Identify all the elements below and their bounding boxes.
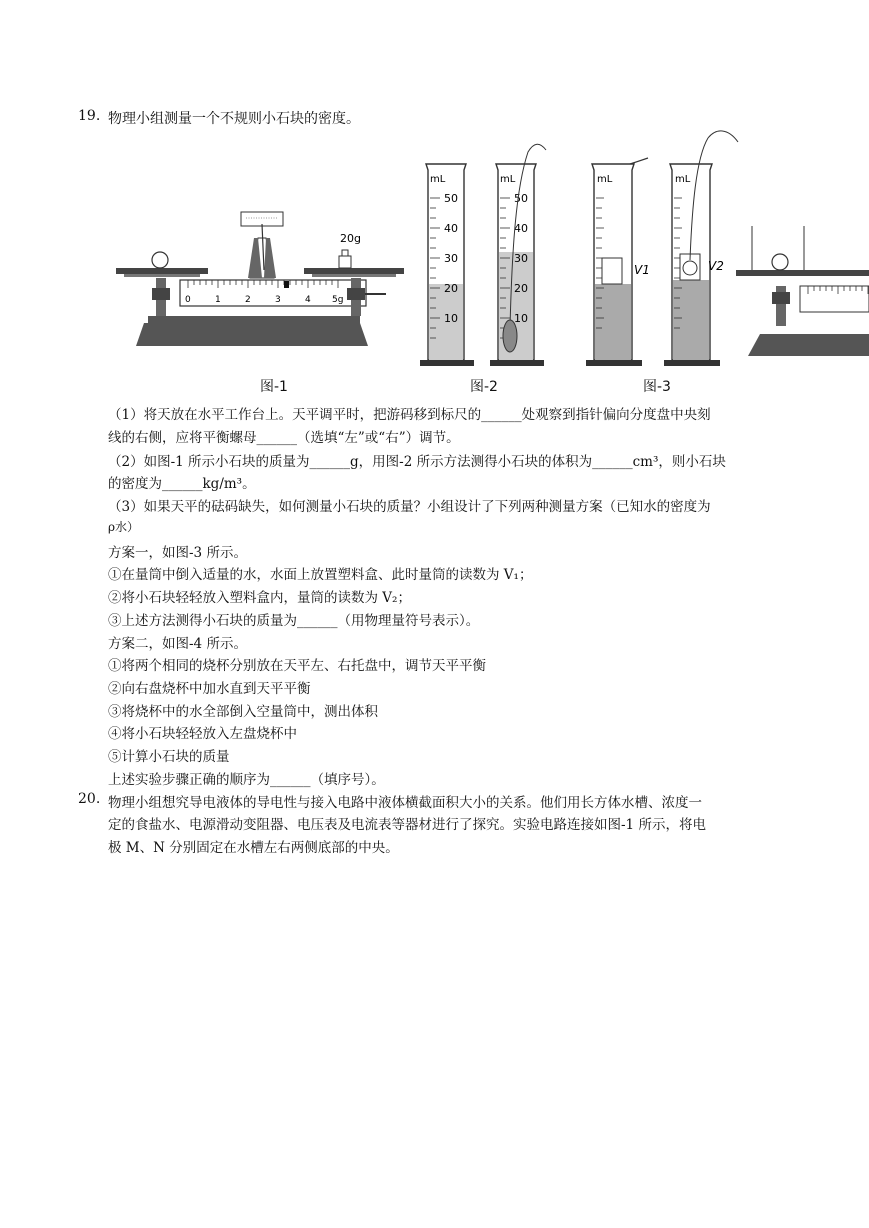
q20-number: 20. (78, 791, 101, 807)
q19-line-7: 方案一，如图-3 所示。 (108, 545, 247, 561)
q19-line-4: 的密度为______kg/m³。 (108, 476, 256, 492)
q20-line-3: 极 M、N 分别固定在水槽左右两侧底部的中央。 (108, 840, 399, 856)
cyl1-tick-10: 10 (444, 312, 458, 325)
q19-figures (108, 128, 869, 378)
weight-20g-label: 20g (340, 232, 361, 245)
scale-tick-0: 0 (185, 295, 191, 305)
cyl2-tick-20: 20 (514, 282, 528, 295)
scale-tick-1: 1 (215, 295, 221, 305)
cyl2-tick-30: 30 (514, 252, 528, 265)
cylinders-figure-3 (586, 131, 738, 366)
cyl1-unit: mL (430, 174, 446, 185)
q19-line-10: ③上述方法测得小石块的质量为______（用物理量符号表示）。 (108, 613, 480, 629)
cyl4-unit: mL (675, 174, 691, 185)
q19-line-15: ④将小石块轻轻放入左盘烧杯中 (108, 726, 297, 742)
q19-line-2: 线的右侧，应将平衡螺母______（选填“左”或“右”）调节。 (108, 430, 460, 446)
scale-tick-4: 4 (305, 295, 311, 305)
balance-figure-1 (116, 212, 404, 346)
q19-line-11: 方案二，如图-4 所示。 (108, 636, 247, 652)
q20-line-1: 物理小组想究导电液体的导电性与接入电路中液体横截面积大小的关系。他们用长方体水槽、浓度一 (108, 795, 702, 811)
cylinders-figure-2 (420, 144, 546, 366)
q20-line-2: 定的食盐水、电源滑动变阻器、电压表及电流表等器材进行了探究。实验电路连接如图-1 所示，将电 (108, 817, 706, 833)
cyl2-tick-40: 40 (514, 222, 528, 235)
scale-tick-2: 2 (245, 295, 251, 305)
cyl2-tick-10: 10 (514, 312, 528, 325)
q19-line-13: ②向右盘烧杯中加水直到天平平衡 (108, 681, 311, 697)
cyl1-tick-50: 50 (444, 192, 458, 205)
q19-line-17: 上述实验步骤正确的顺序为______（填序号）。 (108, 772, 385, 788)
scale-tick-5: 5g (332, 295, 344, 305)
cyl2-unit: mL (500, 174, 516, 185)
v1-label: V1 (634, 263, 650, 277)
q19-line-5: （3）如果天平的砝码缺失，如何测量小石块的质量？小组设计了下列两种测量方案（已知水的密度为 (108, 499, 711, 515)
q19-number: 19. (78, 108, 101, 124)
q19-line-12: ①将两个相同的烧杯分别放在天平左、右托盘中，调节天平平衡 (108, 658, 486, 674)
q19-line-16: ⑤计算小石块的质量 (108, 749, 230, 765)
q19-line-9: ②将小石块轻轻放入塑料盒内，量筒的读数为 V₂； (108, 590, 411, 606)
fig-caption-2: 图-2 (470, 379, 498, 395)
fig-caption-3: 图-3 (643, 379, 671, 395)
cyl1-tick-40: 40 (444, 222, 458, 235)
q19-line-8: ①在量筒中倒入适量的水，水面上放置塑料盒、此时量筒的读数为 V₁； (108, 567, 533, 583)
fig-caption-1: 图-1 (260, 379, 288, 395)
q19-line-14: ③将烧杯中的水全部倒入空量筒中，测出体积 (108, 704, 378, 720)
cyl2-tick-50: 50 (514, 192, 528, 205)
v2-label: V2 (708, 259, 724, 273)
cyl3-unit: mL (597, 174, 613, 185)
scale-tick-3: 3 (275, 295, 281, 305)
q19-line-1: （1）将天放在水平工作台上。天平调平时，把游码移到标尺的______处观察到指针偏向分度盘中央刻 (108, 407, 711, 423)
balance-figure-4-partial (736, 226, 869, 356)
q19-line-6: ρ水） (108, 520, 140, 534)
q19-line-3: （2）如图-1 所示小石块的质量为______g，用图-2 所示方法测得小石块的体积为______cm³，则小石块 (108, 454, 726, 470)
q19-stem: 物理小组测量一个不规则小石块的密度。 (108, 111, 360, 127)
cyl1-tick-20: 20 (444, 282, 458, 295)
cyl1-tick-30: 30 (444, 252, 458, 265)
